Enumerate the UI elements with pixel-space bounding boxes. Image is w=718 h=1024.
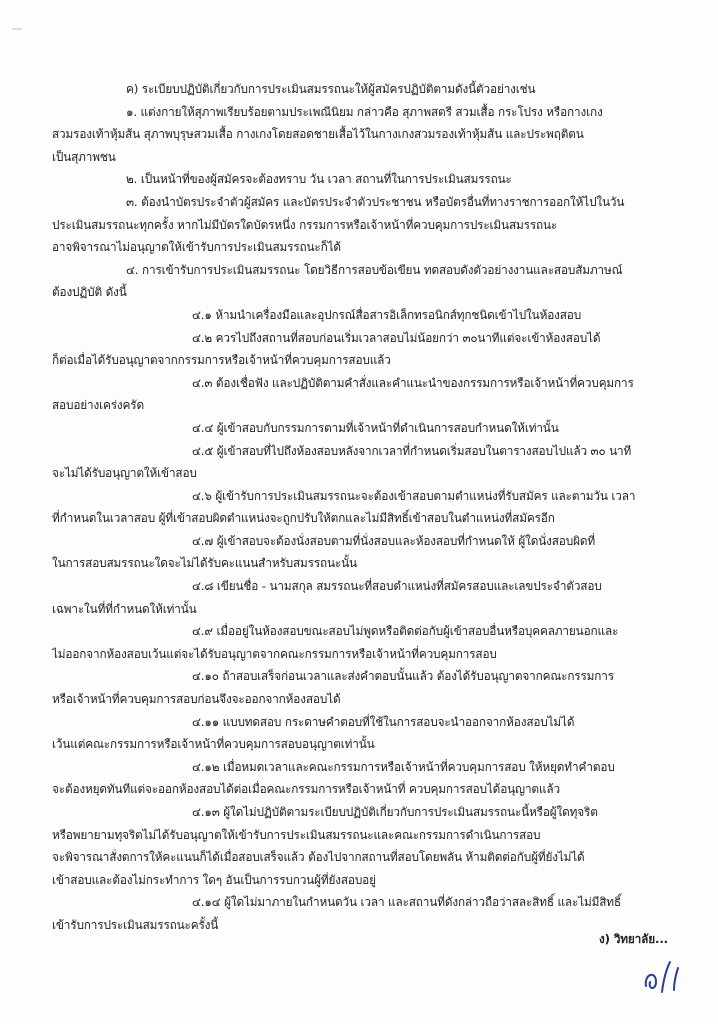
text-line: จะต้องหยุดทันทีแต่จะออกห้องสอบได้ต่อเมื่อคณะกรรมการหรือเจ้าหน้าที่ ควบคุมการสอบได้อนุญาตแล้ว: [52, 782, 560, 797]
text-line: ๔.๙ เมื่ออยู่ในห้องสอบขณะสอบไม่พูดหรือติดต่อกับผู้เข้าสอบอื่นหรือบุคคลภายนอกและ: [192, 624, 619, 639]
next-page-marker: ง) วิทยาลัย...: [599, 932, 668, 946]
text-line: ๔.๓ ต้องเชื่อฟัง และปฏิบัติตามคำสั่งและคำแนะนำของกรรมการหรือเจ้าหน้าที่ควบคุมการ: [192, 375, 634, 390]
text-line: ที่กำหนดในเวลาสอบ ผู้ที่เข้าสอบผิดตำแหน่งจะถูกปรับให้ตกและไม่มีสิทธิ์เข้าสอบในตำแหน่งที่สมัครอีก: [52, 511, 555, 526]
text-line: ๔.๑๑ แบบทดสอบ กระดาษคำตอบที่ใช้ในการสอบจะนำออกจากห้องสอบไม่ได้: [192, 714, 575, 729]
text-line: เว้นแต่คณะกรรมการหรือเจ้าหน้าที่ควบคุมการสอบอนุญาตเท่านั้น: [52, 737, 375, 752]
text-line: ๔. การเข้ารับการประเมินสมรรถนะ โดยวิธีการสอบข้อเขียน ทดสอบดังตัวอย่างงานและสอบสัมภาษณ์: [126, 262, 623, 277]
text-line: ๔.๑๓ ผู้ใดไม่ปฏิบัติตามระเบียบปฏิบัติเกี่ยวกับการประเมินสมรรถนะนี้หรือผู้ใดทุจริต: [192, 805, 598, 819]
scan-speck: [12, 28, 22, 30]
text-line: ในการสอบสมรรถนะใดจะไม่ได้รับคะแนนสำหรับสมรรถนะนั้น: [52, 556, 357, 571]
text-line: อาจพิจารณาไม่อนุญาตให้เข้ารับการประเมินสมรรถนะก็ได้: [52, 240, 341, 255]
text-line: ๔.๔ ผู้เข้าสอบกับกรรมการตามที่เจ้าหน้าที่ดำเนินการสอบกำหนดให้เท่านั้น: [192, 420, 559, 435]
text-line: ๑. แต่งกายให้สุภาพเรียบร้อยตามประเพณีนิยม กล่าวคือ สุภาพสตรี สวมเสื้อ กระโปรง หรือกางเกง: [126, 104, 603, 119]
text-line: ไม่ออกจากห้องสอบเว้นแต่จะได้รับอนุญาตจากคณะกรรมการหรือเจ้าหน้าที่ควบคุมการสอบ: [52, 646, 497, 661]
text-line: ๔.๑๔ ผู้ใดไม่มาภายในกำหนดวัน เวลา และสถานที่ดังกล่าวถือว่าสละสิทธิ์ และไม่มีสิทธิ์: [192, 895, 621, 910]
text-line: เข้ารับการประเมินสมรรถนะครั้งนี้: [52, 917, 219, 932]
text-line: สวมรองเท้าหุ้มส้น สุภาพบุรุษสวมเสื้อ กางเกงโดยสอดชายเสื้อไว้ในกางเกงสวมรองเท้าหุ้มส้น และประพฤติตน: [52, 127, 584, 142]
text-line: ต้องปฏิบัติ ดังนี้: [52, 285, 127, 300]
signature-mark: [640, 956, 686, 996]
text-line: เข้าสอบและต้องไม่กระทำการ ใดๆ อันเป็นการรบกวนผู้ที่ยังสอบอยู่: [52, 872, 376, 887]
text-line: ค) ระเบียบปฏิบัติเกี่ยวกับการประเมินสมรรถนะให้ผู้สมัครปฏิบัติตามดังนี้ตัวอย่างเช่น: [126, 82, 536, 96]
text-line: หรือพยายามทุจริตไม่ได้รับอนุญาตให้เข้ารับการประเมินสมรรถนะและคณะกรรมการดำเนินการสอบ: [52, 827, 541, 842]
text-line: เป็นสุภาพชน: [52, 149, 116, 164]
text-line: ประเมินสมรรถนะทุกครั้ง หากไม่มีบัตรใดบัตรหนึ่ง กรรมการหรือเจ้าหน้าที่ควบคุมการประเมินสมรรถนะ: [52, 217, 558, 232]
text-line: เฉพาะในที่ที่กำหนดให้เท่านั้น: [52, 601, 197, 616]
text-line: ๓. ต้องนำบัตรประจำตัวผู้สมัคร และบัตรประจำตัวประชาชน หรือบัตรอื่นที่ทางราชการออกให้ไปในวัน: [126, 194, 625, 209]
text-line: ๒. เป็นหน้าที่ของผู้สมัครจะต้องทราบ วัน เวลา สถานที่ในการประเมินสมรรถนะ: [126, 172, 512, 187]
text-line: ๔.๗ ผู้เข้าสอบจะต้องนั่งสอบตามที่นั่งสอบและห้องสอบที่กำหนดให้ ผู้ใดนั่งสอบผิดที่: [192, 533, 595, 548]
text-line: ก็ต่อเมื่อได้รับอนุญาตจากกรรมการหรือเจ้าหน้าที่ควบคุมการสอบแล้ว: [52, 353, 391, 368]
text-line: สอบอย่างเคร่งครัด: [52, 398, 144, 413]
text-line: จะไม่ได้รับอนุญาตให้เข้าสอบ: [52, 466, 197, 481]
text-line: ๔.๘ เขียนชื่อ - นามสกุล สมรรถนะที่สอบตำแหน่งที่สมัครสอบและเลขประจำตัวสอบ: [192, 579, 602, 594]
text-line: จะพิจารณาสั่งตการให้คะแนนก็ได้เมื่อสอบเสร็จแล้ว ต้องไปจากสถานที่สอบโดยพลัน ห้ามติดต่อกับผู้ที่ยังไม่ได้: [52, 850, 585, 865]
text-line: ๔.๑๐ ถ้าสอบเสร็จก่อนเวลาและส่งคำตอบนั้นแล้ว ต้องได้รับอนุญาตจากคณะกรรมการ: [192, 669, 614, 684]
document-body: [52, 78, 666, 937]
text-line: ๔.๕ ผู้เข้าสอบที่ไปถึงห้องสอบหลังจากเวลาที่กำหนดเริ่มสอบในตารางสอบไปแล้ว ๓๐ นาที: [192, 443, 632, 458]
text-line: ๔.๑ ห้ามนำเครื่องมือและอุปกรณ์สื่อสารอิเล็กทรอนิกส์ทุกชนิดเข้าไปในห้องสอบ: [192, 307, 582, 322]
text-line: ๔.๒ ควรไปถึงสถานที่สอบก่อนเริ่มเวลาสอบไม่น้อยกว่า ๓๐นาทีแต่จะเข้าห้องสอบได้: [192, 330, 601, 345]
text-line: หรือเจ้าหน้าที่ควบคุมการสอบก่อนจึงจะออกจากห้องสอบได้: [52, 692, 341, 707]
text-line: ๔.๑๒ เมื่อหมดเวลาและคณะกรรมการหรือเจ้าหน้าที่ควบคุมการสอบ ให้หยุดทำคำตอบ: [192, 759, 615, 774]
text-line: ๔.๖ ผู้เข้ารับการประเมินสมรรถนะจะต้องเข้าสอบตามตำแหน่งที่รับสมัคร และตามวัน เวลา: [192, 488, 636, 503]
